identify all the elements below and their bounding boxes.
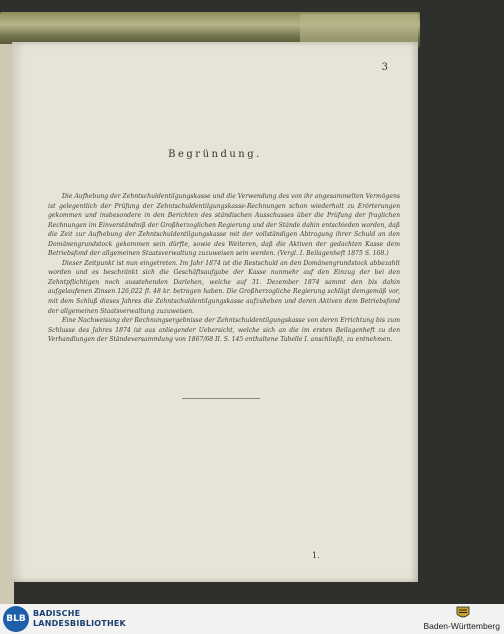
book-page-edges: [300, 14, 418, 44]
blb-logo[interactable]: BLB: [3, 606, 29, 632]
paragraph-2: Dieser Zeitpunkt ist nun eingetreten. Im Jahr 1874 ist die Restschuld an den Domänengrundstock abbezahlt worden und es beschränkt sich die Geschäftsaufgabe der Kasse nunmehr auf den Einzug der bei den Zehntpflichtigen noch ausstehenden Darlehen, welche auf 31. Dezember 1874 sammt den bis dahin aufgelaufenen Zinsen 126,022 fl. 48 kr. betragen haben. Die Großherzogliche Regierung schlägt demgemäß vor, mit dem Schluß dieses Jahres die Zehntschuldentilgungskasse aufzuheben und deren Aktiven dem Betriebsfond der allgemeinen Staatsverwaltung zuzuweisen.: [48, 259, 400, 315]
paragraph-3: Eine Nachweisung der Rechnungsergebnisse der Zehntschuldentilgungskasse von deren Errichtung bis zum Schlusse des Jahres 1874 ist aus anliegender Uebersicht, welche sich an die im ersten Beilagenheft zu den Verhandlungen der Ständeversammlung von 1867/68 II. S. 145 enthaltene Tabelle I. anschließt, zu entnehmen.: [48, 317, 400, 344]
partner-label[interactable]: Baden-Württemberg: [423, 621, 500, 631]
paragraph-1: Die Aufhebung der Zehntschuldentilgungskasse und die Verwendung des von ihr angesammelten Vermögens ist gelegentlich der Prüfung der Zehntschuldentilgungskasse-Rechnungen schon wiederholt zu Erörterungen gekommen und insbesondere in den Berichten des ständischen Ausschusses über die Prüfung der fraglichen Rechnungen im Einverständniß der Großherzoglichen Regierung und der Stände dahin entschieden worden, daß die Zeit zur Aufhebung der Zehntschuldentilgungskasse mit der vollständigen Abtragung ihrer Schuld an den Domänengrundstock gekommen sein dürfte, sowie des Weiteren, daß die Aktiven der gedachten Kasse dem Betriebsfond der allgemeinen Staatsverwaltung zuzuweisen sein werden. (Vergl. I. Beilagenheft 1875 S. 168.): [48, 193, 400, 258]
page-heading: Begründung.: [168, 149, 262, 160]
library-name-line-2: LANDESBIBLIOTHEK: [33, 619, 126, 628]
signature-mark: 1.: [312, 551, 320, 560]
document-page: [12, 42, 418, 582]
section-divider: [182, 398, 260, 399]
library-name[interactable]: [33, 609, 126, 629]
page-number: 3: [381, 62, 388, 73]
coat-of-arms-icon: [454, 605, 472, 621]
library-name-line-1: BADISCHE: [33, 609, 81, 618]
body-text: [48, 192, 400, 345]
